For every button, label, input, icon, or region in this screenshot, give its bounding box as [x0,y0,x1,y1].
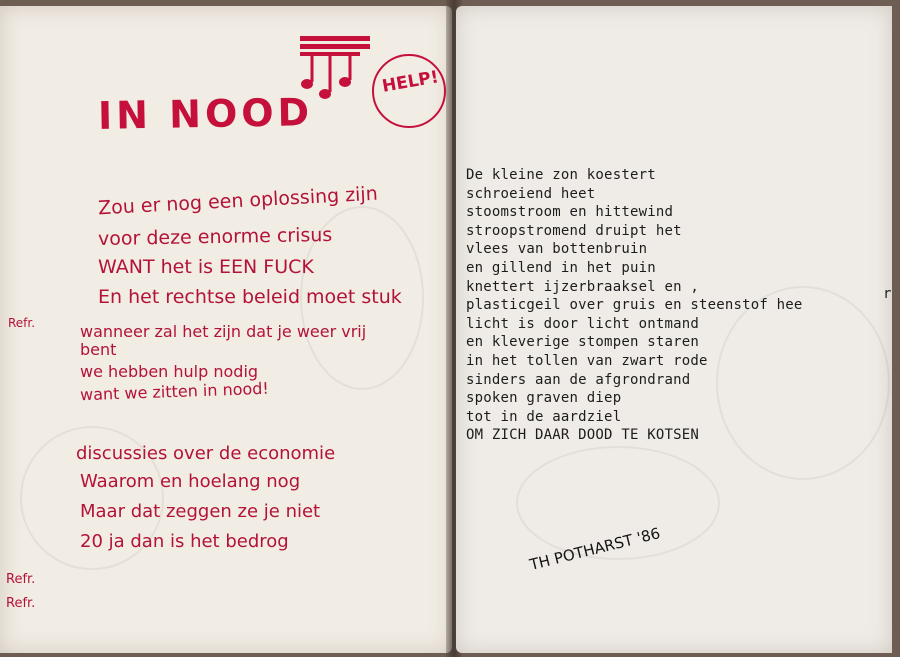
poem-line: knettert ijzerbraaksel en , [466,278,699,295]
verse-line: WANT het is EEN FUCK [98,256,314,278]
poem-line: De kleine zon koestert [466,167,656,183]
verse-line: Zou er nog een oplossing zijn [97,182,379,220]
poem-line: stroopstromend druipt het [466,222,682,239]
poem-line: plasticgeil over gruis en steenstof hee [466,297,803,314]
verse-line: Maar dat zeggen ze je niet [80,501,321,522]
poem-line: spoken graven diep [466,390,622,407]
help-speech-bubble [372,54,446,128]
poem-line: en kleverige stompen staren [466,334,699,351]
verse-line: Waarom en hoelang nog [80,471,301,492]
refrain-label: Refr. [6,572,36,587]
verse-line: discussies over de economie [76,443,336,464]
verse-line: bent [80,340,117,359]
help-text: HELP! [380,67,441,97]
verse-line: we hebben hulp nodig [80,362,259,381]
verse-line: voor deze enorme crisus [97,223,333,251]
typed-poem [466,166,803,445]
verse-line: wanneer zal het zijn dat je weer vrij [80,322,367,341]
poem-line: OM ZICH DAAR DOOD TE KOTSEN [466,427,699,444]
verse-line: want we zitten in nood! [79,378,270,405]
verse-line: En het rechtse beleid moet stuk [98,286,402,308]
poem-line: tot in de aardziel [466,408,622,425]
poem-line: licht is door licht ontmand [466,315,699,332]
poem-line: vlees van bottenbruin [466,241,648,258]
left-page [0,6,452,653]
refrain-label: Refr. [8,316,36,330]
poem-line: in het tollen van zwart rode [466,352,708,369]
poem-line: sinders aan de afgrondrand [466,371,691,388]
author-signature: TH POTHARST '86 [527,524,663,574]
refrain-label: Refr. [6,596,36,611]
poem-line: en gillend in het puin [466,259,656,276]
poem-line: stoomstroom en hittewind [466,204,674,221]
verse-line: 20 ja dan is het bedrog [80,531,289,552]
cut-off-character: r [883,286,892,302]
page-title: IN NOOD [97,90,314,138]
poem-line: schroeiend heet [466,185,596,202]
